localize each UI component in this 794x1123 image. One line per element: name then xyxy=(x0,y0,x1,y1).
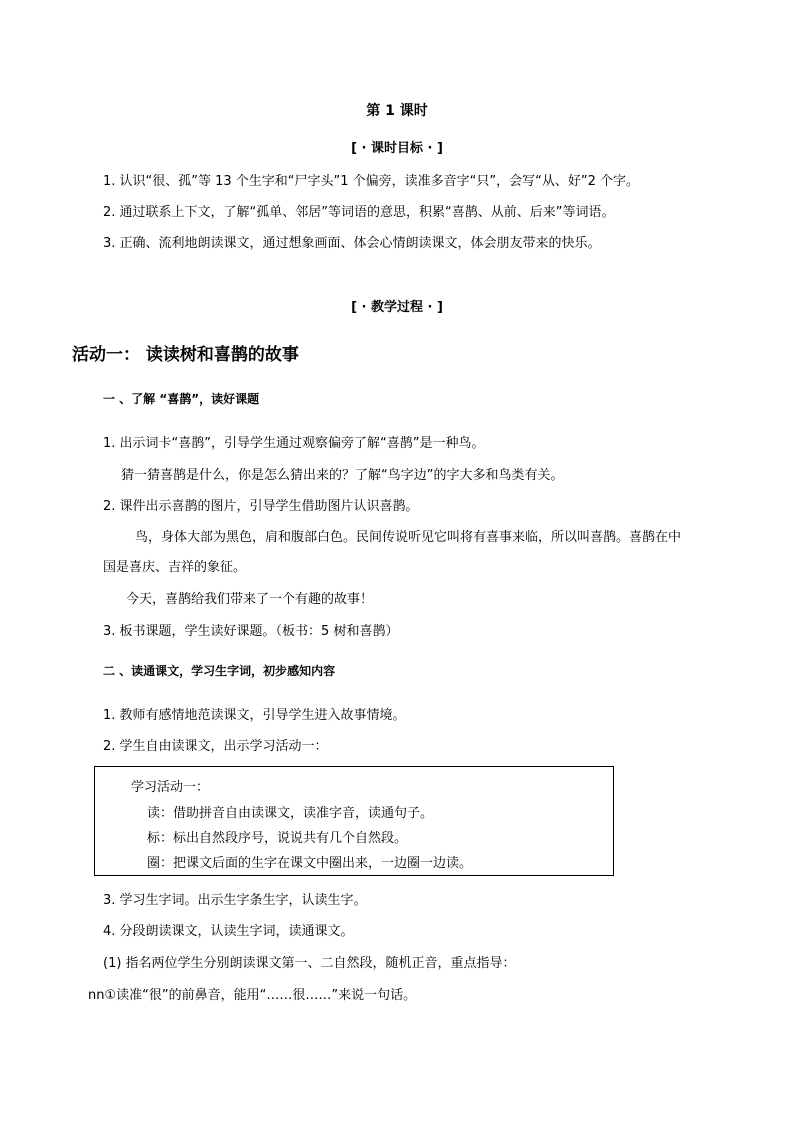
box-item-circle: 圈：把课文后面的生字在课文中圈出来，一边圈一边读。 xyxy=(147,856,473,871)
part1-line-1: 1. 出示词卡“喜鹊”，引导学生通过观察偏旁了解“喜鹊”是一种鸟。 xyxy=(103,436,485,451)
goal-item-1: 1. 认识“很、孤”等 13 个生字和“尸字头”1 个偏旁，读准多音字“只”，会写“从、好”2 个字。 xyxy=(103,174,640,189)
part2-line-5: (1) 指名两位学生分别朗读课文第一、二自然段，随机正音，重点指导： xyxy=(103,956,516,971)
box-item-read: 读：借助拼音自由读课文，读准字音，读通句子。 xyxy=(147,806,434,821)
part2-heading: 二 、读通课文，学习生字词，初步感知内容 xyxy=(103,664,336,678)
lesson-title: 第 1 课时 xyxy=(366,103,428,119)
part1-line-3: 2. 课件出示喜鹊的图片，引导学生借助图片认识喜鹊。 xyxy=(103,499,419,514)
goal-item-2: 2. 通过联系上下文，了解“孤单、邻居”等词语的意思，积累“喜鹊、从前、后来”等词语。 xyxy=(103,205,615,220)
part2-line-4: 4. 分段朗读课文，认读生字词，读通课文。 xyxy=(103,924,354,939)
box-item-mark: 标：标出自然段序号，说说共有几个自然段。 xyxy=(147,831,408,846)
part1-line-5: 国是喜庆、吉祥的象征。 xyxy=(103,560,247,575)
activity-heading: 活动一： 读读树和喜鹊的故事 xyxy=(72,345,299,365)
process-heading: [ · 教学过程 · ] xyxy=(351,300,443,315)
goal-item-3: 3. 正确、流利地朗读课文，通过想象画面、体会心情朗读课文，体会朋友带来的快乐。 xyxy=(103,236,601,251)
part1-line-6: 今天，喜鹊给我们带来了一个有趣的故事！ xyxy=(126,592,374,607)
part2-line-6: nn①读准“很”的前鼻音，能用“……很……”来说一句话。 xyxy=(88,988,417,1003)
part2-line-3: 3. 学习生字词。出示生字条生字，认读生字。 xyxy=(103,893,367,908)
part1-line-7: 3. 板书课题，学生读好课题。（板书：5 树和喜鹊） xyxy=(103,624,399,639)
goals-heading: [ · 课时目标 · ] xyxy=(351,141,443,156)
part1-line-4: 鸟，身体大部为黑色，肩和腹部白色。民间传说听见它叫将有喜事来临，所以叫喜鹊。喜鹊在中 xyxy=(135,530,682,545)
box-title: 学习活动一： xyxy=(131,780,210,795)
part2-line-2: 2. 学生自由读课文，出示学习活动一： xyxy=(103,739,328,754)
part1-heading: 一 、了解 “喜鹊”，读好课题 xyxy=(103,392,260,406)
learning-activity-box xyxy=(94,766,614,876)
part1-line-2: 猜一猜喜鹊是什么，你是怎么猜出来的？了解“鸟字边”的字大多和鸟类有关。 xyxy=(121,468,564,483)
part2-line-1: 1. 教师有感情地范读课文，引导学生进入故事情境。 xyxy=(103,708,406,723)
